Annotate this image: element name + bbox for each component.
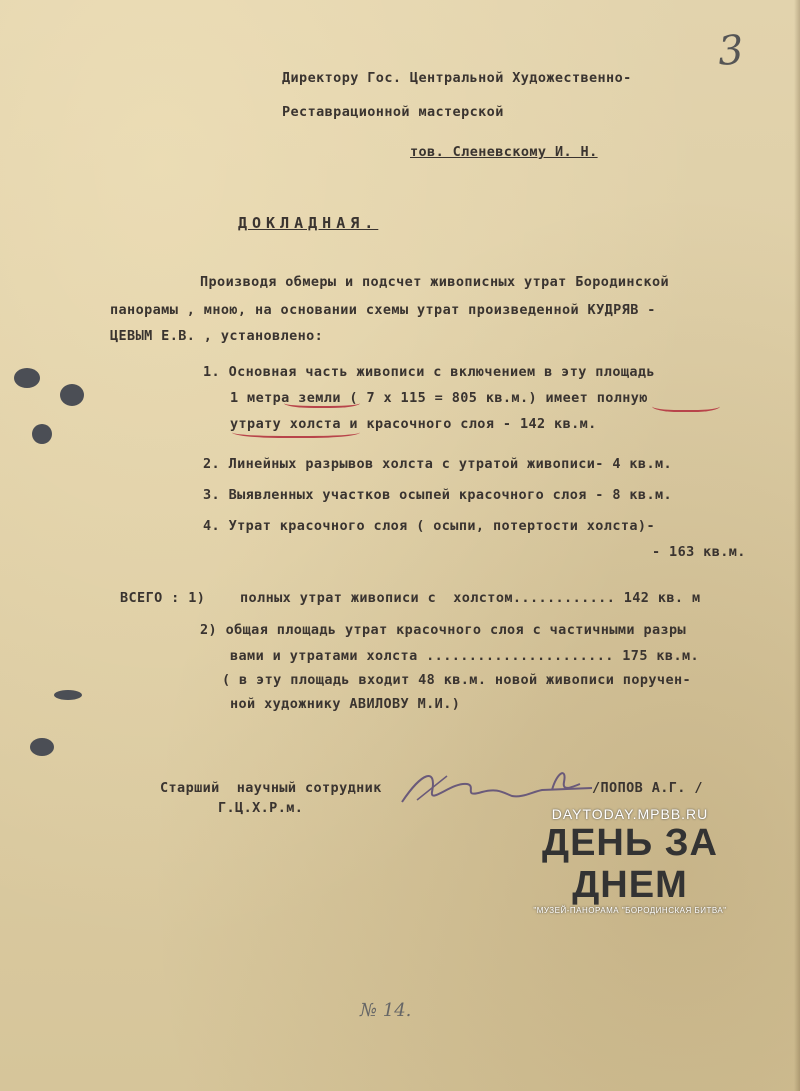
addressee-line-1: Директору Гос. Центральной Художественно-	[282, 70, 632, 86]
totals-line-1: полных утрат живописи с холстом............ 142 кв. м	[240, 590, 701, 606]
item-2: 2. Линейных разрывов холста с утратой живописи- 4 кв.м.	[203, 456, 673, 472]
totals-line-5: ной художнику АВИЛОВУ М.И.)	[230, 696, 461, 712]
totals-line-4: ( в эту площадь входит 48 кв.м. новой живописи поручен-	[222, 672, 692, 688]
punch-hole	[32, 424, 52, 444]
archive-number: № 14.	[360, 1000, 412, 1021]
item-1-line-3: утрату холста и красочного слоя - 142 кв.м.	[230, 416, 597, 432]
watermark	[530, 806, 730, 915]
signer-title: Старший научный сотрудник	[160, 780, 382, 796]
watermark-url: DAYTODAY.MPBB.RU	[551, 806, 709, 822]
signer-name: /ПОПОВ А.Г. /	[592, 780, 703, 796]
document-heading: ДОКЛАДНАЯ.	[238, 214, 379, 232]
addressee-line-3: тов. Сленевскому И. Н.	[410, 144, 598, 160]
page-number: 3	[716, 27, 746, 75]
item-4-line-1: 4. Утрат красочного слоя ( осыпи, потертости холста)-	[203, 518, 655, 534]
item-1-line-2: 1 метра земли ( 7 х 115 = 805 кв.м.) имеет полную	[230, 390, 648, 406]
punch-hole	[14, 368, 40, 388]
punch-hole	[30, 738, 54, 756]
item-3: 3. Выявленных участков осыпей красочного слоя - 8 кв.м.	[203, 487, 673, 503]
watermark-title: ДЕНЬ ЗА ДНЕМ	[542, 822, 718, 906]
addressee-line-2: Реставрационной мастерской	[282, 104, 504, 120]
punch-hole	[60, 384, 84, 406]
intro-line-2: панорамы , мною, на основании схемы утрат произведенной КУДРЯВ -	[110, 302, 656, 318]
red-underline-3	[232, 424, 360, 438]
item-4-line-2: - 163 кв.м.	[652, 544, 746, 560]
totals-line-2: 2) общая площадь утрат красочного слоя с частичными разры	[200, 622, 687, 638]
watermark-subtitle: "МУЗЕЙ-ПАНОРАМА "БОРОДИНСКАЯ БИТВА"	[533, 906, 727, 915]
totals-line-3: вами и утратами холста ...................... 175 кв.м.	[230, 648, 700, 664]
totals-label: ВСЕГО : 1)	[120, 590, 206, 606]
intro-line-3: ЦЕВЫМ Е.В. , установлено:	[110, 328, 324, 344]
red-underline-2	[652, 398, 720, 412]
signer-organization: Г.Ц.Х.Р.м.	[218, 800, 304, 816]
intro-line-1: Производя обмеры и подсчет живописных утрат Бородинской	[200, 274, 670, 290]
page-edge-shadow	[794, 0, 800, 1091]
item-1-line-1: 1. Основная часть живописи с включением в эту площадь	[203, 364, 655, 380]
punch-hole	[54, 690, 82, 700]
handwritten-signature	[392, 762, 612, 812]
red-underline-1	[284, 396, 360, 408]
